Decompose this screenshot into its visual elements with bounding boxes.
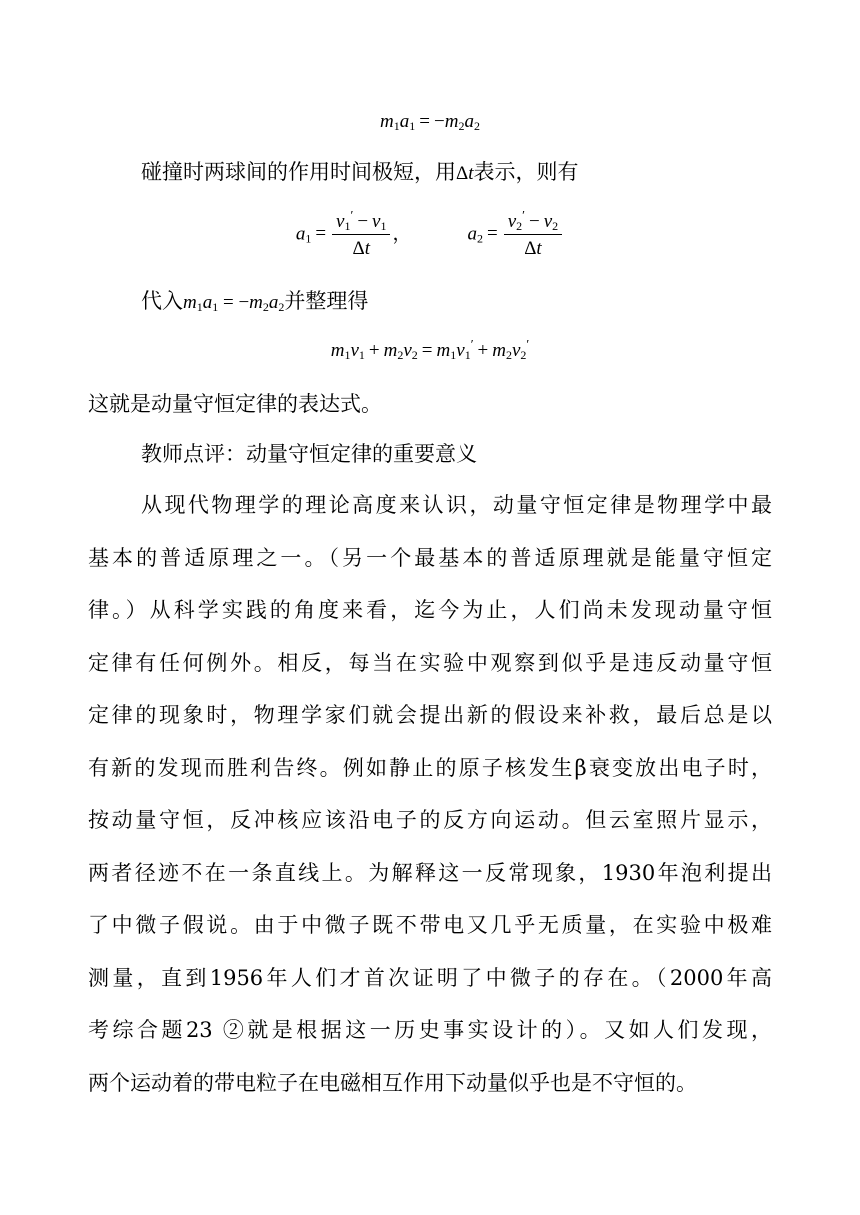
body-paragraph: [88, 483, 772, 1113]
inline-math-delta-t: Δt: [456, 163, 474, 184]
fraction-a1: $\frac{v_1' - v_1}{\Delta t}$: [332, 212, 390, 258]
body-line: 定律有任何例外。相反，每当在实验中观察到似乎是违反动量守恒: [88, 650, 772, 675]
body-line: 两个运动着的带电粒子在电磁相互作用下动量似乎也是不守恒的。: [88, 1070, 697, 1095]
body-line: 考综合题23 ②就是根据这一历史事实设计的）。又如人们发现，: [88, 1018, 772, 1042]
paragraph-collision-time: 碰撞时两球间的作用时间极短，用Δt表示，则有: [141, 160, 579, 184]
body-line: 两者径迹不在一条直线上。为解释这一反常现象，1930年泡利提出: [88, 860, 772, 885]
body-line: 按动量守恒，反冲核应该沿电子的反方向运动。但云室照片显示，: [88, 808, 772, 832]
body-line: 测量，直到1956年人们才首次证明了中微子的存在。（2000年高: [88, 965, 772, 990]
inline-math-substitution: $m_1a_1 = -m_2a_2$: [183, 292, 285, 314]
body-line: 基本的普适原理之一。（另一个最基本的普适原理就是能量守恒定: [88, 545, 772, 570]
paragraph-substitute: 代入$m_1a_1 = -m_2a_2$并整理得: [141, 289, 369, 314]
body-line: 律。）从科学实践的角度来看，迄今为止，人们尚未发现动量守恒: [88, 598, 772, 622]
body-line: 有新的发现而胜利告终。例如静止的原子核发生β衰变放出电子时，: [88, 755, 772, 780]
equation-momentum-conservation: $m_1v_1 + m_2v_2 = m_1v_1' + m_2v_2'$: [330, 336, 530, 362]
equation-newton-third-law: $m_1a_1 = -m_2a_2$: [380, 111, 480, 133]
equation-accelerations: $a_1$ = $\frac{v_1' - v_1}{\Delta t}$ ， $a_2$ = $\frac{v_2' - v_2}{\Delta t}$: [0, 212, 860, 258]
body-line: 定律的现象时，物理学家们就会提出新的假设来补救，最后总是以: [88, 703, 772, 727]
paragraph-conclusion: 这就是动量守恒定律的表达式。: [88, 392, 382, 416]
body-line: 了中微子假说。由于中微子既不带电又几乎无质量，在实验中极难: [88, 913, 772, 937]
fraction-a2: $\frac{v_2' - v_2}{\Delta t}$: [504, 212, 562, 258]
paragraph-teacher-comment: 教师点评：动量守恒定律的重要意义: [141, 442, 477, 466]
body-line: 从现代物理学的理论高度来认识，动量守恒定律是物理学中最: [141, 493, 772, 517]
